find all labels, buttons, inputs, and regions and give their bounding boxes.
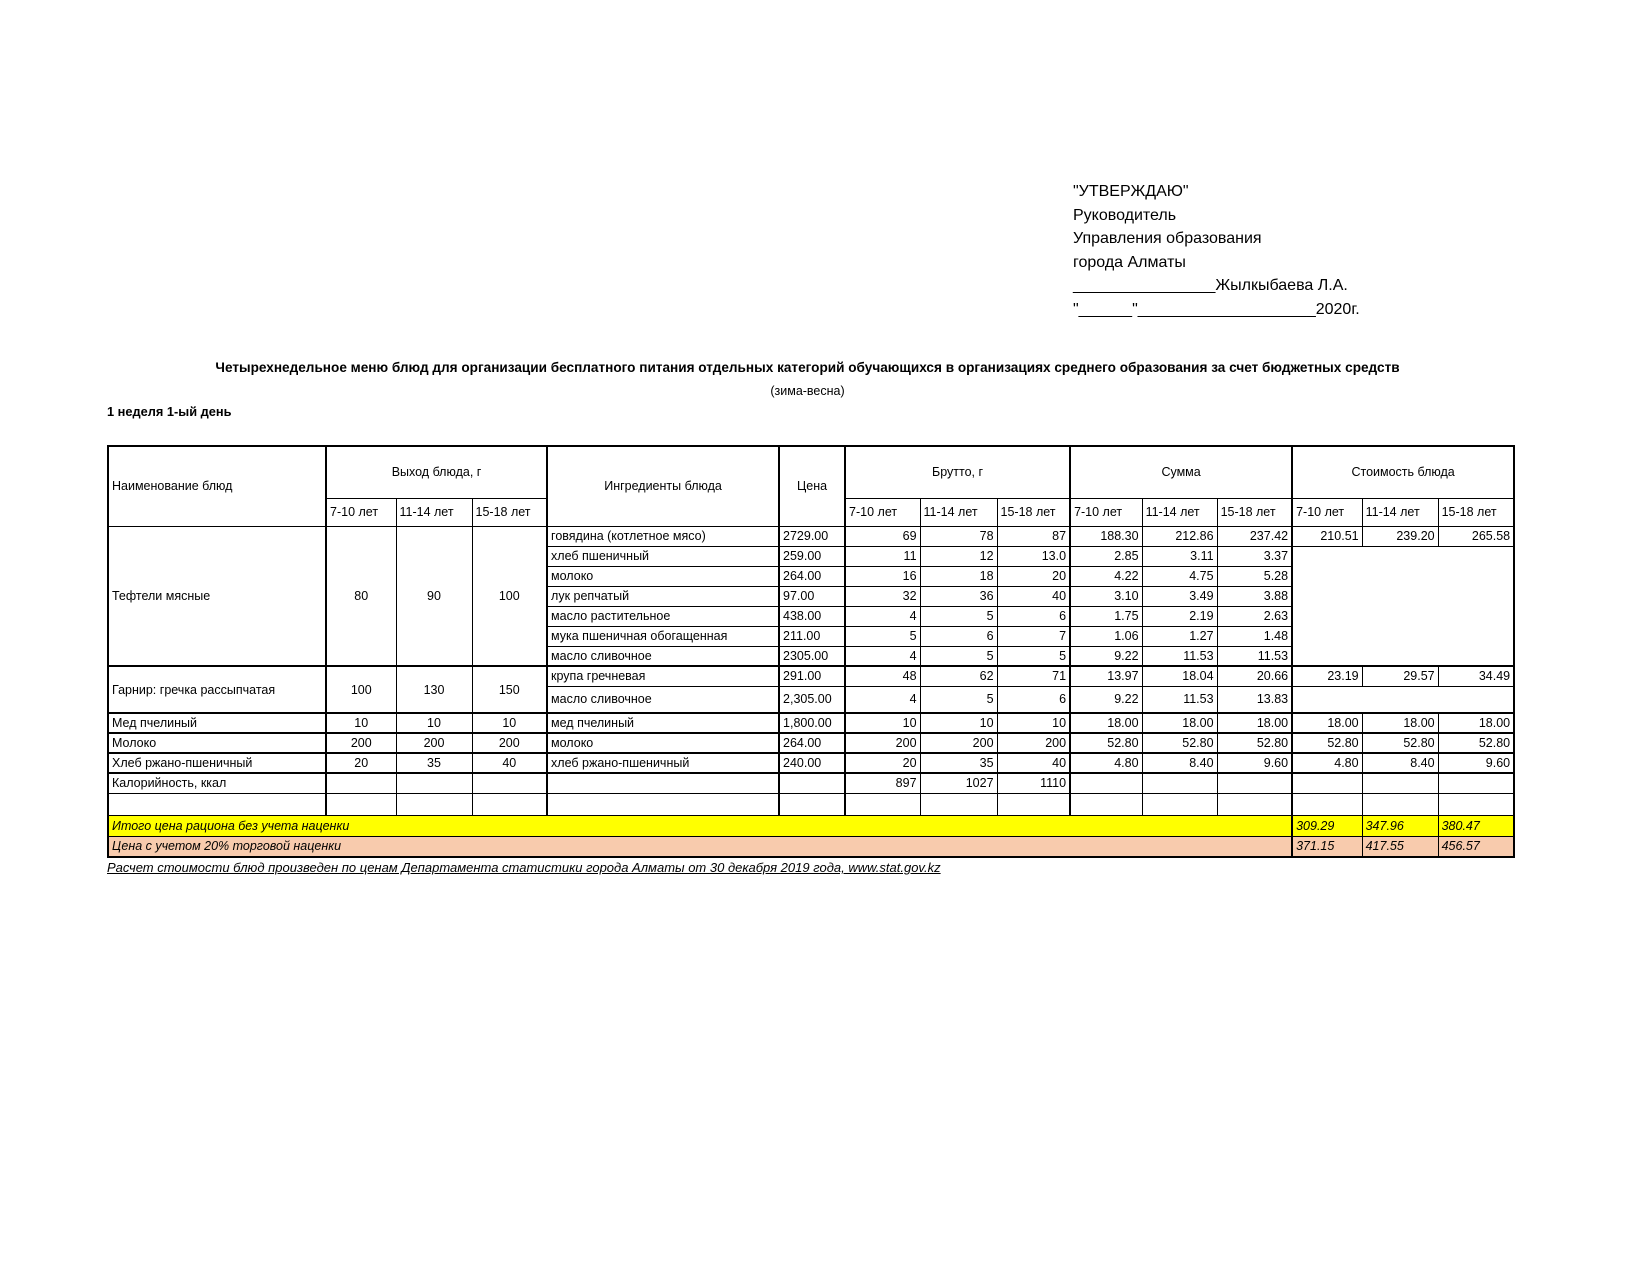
output-cell: 150 bbox=[472, 666, 547, 713]
empty-cell bbox=[1292, 773, 1362, 793]
sum-cell: 18.04 bbox=[1142, 666, 1217, 686]
sum-cell: 1.75 bbox=[1070, 606, 1142, 626]
col-header-brutto: Брутто, г bbox=[845, 446, 1070, 498]
approval-line: Управления образования bbox=[1073, 230, 1262, 247]
approval-line: "УТВЕРЖДАЮ" bbox=[1073, 183, 1189, 200]
brutto-cell: 6 bbox=[997, 686, 1070, 713]
sum-cell: 11.53 bbox=[1217, 646, 1292, 666]
signature-line: ________________Жылкыбаева Л.А. bbox=[1073, 277, 1348, 294]
cost-cell: 52.80 bbox=[1292, 733, 1362, 753]
col-header-name: Наименование блюд bbox=[108, 446, 326, 526]
sum-cell: 2.85 bbox=[1070, 546, 1142, 566]
dish-name-cell: Гарнир: гречка рассыпчатая bbox=[108, 666, 326, 713]
age-header: 15-18 лет bbox=[997, 498, 1070, 526]
brutto-cell: 13.0 bbox=[997, 546, 1070, 566]
ingredient-cell: мука пшеничная обогащенная bbox=[547, 626, 779, 646]
col-header-sum: Сумма bbox=[1070, 446, 1292, 498]
col-header-output: Выход блюда, г bbox=[326, 446, 547, 498]
cost-cell: 52.80 bbox=[1362, 733, 1438, 753]
empty-cell bbox=[1217, 793, 1292, 815]
ingredient-cell: говядина (котлетное мясо) bbox=[547, 526, 779, 546]
brutto-cell: 48 bbox=[845, 666, 920, 686]
cost-cell: 23.19 bbox=[1292, 666, 1362, 686]
ingredient-cell: молоко bbox=[547, 566, 779, 586]
markup-value-cell: 371.15 bbox=[1292, 836, 1362, 857]
age-header: 11-14 лет bbox=[1142, 498, 1217, 526]
brutto-cell: 87 bbox=[997, 526, 1070, 546]
output-cell: 200 bbox=[472, 733, 547, 753]
total-value-cell: 380.47 bbox=[1438, 815, 1514, 836]
cost-cell: 210.51 bbox=[1292, 526, 1362, 546]
cost-cell: 18.00 bbox=[1438, 713, 1514, 733]
cost-cell: 239.20 bbox=[1362, 526, 1438, 546]
brutto-cell: 5 bbox=[997, 646, 1070, 666]
cost-cell: 9.60 bbox=[1438, 753, 1514, 773]
empty-cell bbox=[779, 793, 845, 815]
ingredient-cell: крупа гречневая bbox=[547, 666, 779, 686]
sum-cell: 13.83 bbox=[1217, 686, 1292, 713]
dish-name-cell: Мед пчелиный bbox=[108, 713, 326, 733]
sum-cell: 3.49 bbox=[1142, 586, 1217, 606]
week-day-label: 1 неделя 1-ый день bbox=[107, 404, 232, 419]
markup-label-cell: Цена с учетом 20% торговой наценки bbox=[108, 836, 1292, 857]
total-value-cell: 347.96 bbox=[1362, 815, 1438, 836]
empty-cell bbox=[997, 793, 1070, 815]
kcal-value-cell: 897 bbox=[845, 773, 920, 793]
price-cell: 97.00 bbox=[779, 586, 845, 606]
cost-cell: 18.00 bbox=[1292, 713, 1362, 733]
markup-value-cell: 456.57 bbox=[1438, 836, 1514, 857]
empty-cell bbox=[845, 793, 920, 815]
ingredient-cell: масло растительное bbox=[547, 606, 779, 626]
price-cell: 2,305.00 bbox=[779, 686, 845, 713]
empty-cell bbox=[920, 793, 997, 815]
sum-cell: 3.37 bbox=[1217, 546, 1292, 566]
output-cell: 100 bbox=[472, 526, 547, 666]
brutto-cell: 200 bbox=[845, 733, 920, 753]
price-cell: 2305.00 bbox=[779, 646, 845, 666]
brutto-cell: 6 bbox=[997, 606, 1070, 626]
sum-cell: 20.66 bbox=[1217, 666, 1292, 686]
price-cell: 438.00 bbox=[779, 606, 845, 626]
sum-cell: 11.53 bbox=[1142, 646, 1217, 666]
sum-cell: 2.19 bbox=[1142, 606, 1217, 626]
brutto-cell: 32 bbox=[845, 586, 920, 606]
empty-cell bbox=[472, 773, 547, 793]
brutto-cell: 200 bbox=[997, 733, 1070, 753]
output-cell: 10 bbox=[326, 713, 396, 733]
page-title: Четырехнедельное меню блюд для организации бесплатного питания отдельных категорий обучающихся в организациях среднего образования за счет бюджетных средств bbox=[215, 360, 1400, 375]
price-cell: 264.00 bbox=[779, 566, 845, 586]
sum-cell: 9.22 bbox=[1070, 646, 1142, 666]
sum-cell: 1.06 bbox=[1070, 626, 1142, 646]
empty-cell bbox=[1362, 793, 1438, 815]
price-cell: 211.00 bbox=[779, 626, 845, 646]
output-cell: 130 bbox=[396, 666, 472, 713]
empty-cell bbox=[1292, 793, 1362, 815]
kcal-value-cell: 1110 bbox=[997, 773, 1070, 793]
dish-name-cell: Хлеб ржано-пшеничный bbox=[108, 753, 326, 773]
empty-cell bbox=[1362, 773, 1438, 793]
sum-cell: 13.97 bbox=[1070, 666, 1142, 686]
sum-cell: 2.63 bbox=[1217, 606, 1292, 626]
brutto-cell: 7 bbox=[997, 626, 1070, 646]
price-cell: 291.00 bbox=[779, 666, 845, 686]
brutto-cell: 11 bbox=[845, 546, 920, 566]
cost-cell: 29.57 bbox=[1362, 666, 1438, 686]
brutto-cell: 5 bbox=[920, 686, 997, 713]
approval-block bbox=[1073, 180, 1360, 321]
kcal-value-cell: 1027 bbox=[920, 773, 997, 793]
empty-cell bbox=[1142, 793, 1217, 815]
output-cell: 90 bbox=[396, 526, 472, 666]
total-label-cell: Итого цена рациона без учета наценки bbox=[108, 815, 1292, 836]
price-cell: 2729.00 bbox=[779, 526, 845, 546]
output-cell: 10 bbox=[472, 713, 547, 733]
brutto-cell: 62 bbox=[920, 666, 997, 686]
sum-cell: 52.80 bbox=[1142, 733, 1217, 753]
brutto-cell: 16 bbox=[845, 566, 920, 586]
sum-cell: 18.00 bbox=[1070, 713, 1142, 733]
output-cell: 200 bbox=[396, 733, 472, 753]
empty-cell bbox=[472, 793, 547, 815]
dish-name-cell: Тефтели мясные bbox=[108, 526, 326, 666]
ingredient-cell: мед пчелиный bbox=[547, 713, 779, 733]
output-cell: 80 bbox=[326, 526, 396, 666]
brutto-cell: 5 bbox=[920, 646, 997, 666]
empty-cell bbox=[1142, 773, 1217, 793]
output-cell: 20 bbox=[326, 753, 396, 773]
brutto-cell: 40 bbox=[997, 753, 1070, 773]
cost-cell: 8.40 bbox=[1362, 753, 1438, 773]
dish-name-cell: Молоко bbox=[108, 733, 326, 753]
cost-cell: 265.58 bbox=[1438, 526, 1514, 546]
brutto-cell: 12 bbox=[920, 546, 997, 566]
sum-cell: 1.48 bbox=[1217, 626, 1292, 646]
brutto-cell: 35 bbox=[920, 753, 997, 773]
price-cell: 259.00 bbox=[779, 546, 845, 566]
empty-cell bbox=[396, 773, 472, 793]
empty-cost-area bbox=[1292, 686, 1514, 713]
age-header: 15-18 лет bbox=[1438, 498, 1514, 526]
age-header: 7-10 лет bbox=[845, 498, 920, 526]
source-footnote: Расчет стоимости блюд произведен по ценам Департамента статистики города Алматы от 30 декабря 2019 года, www.stat.gov.kz bbox=[107, 860, 941, 875]
output-cell: 100 bbox=[326, 666, 396, 713]
sum-cell: 52.80 bbox=[1217, 733, 1292, 753]
empty-cell bbox=[1217, 773, 1292, 793]
brutto-cell: 40 bbox=[997, 586, 1070, 606]
sum-cell: 3.11 bbox=[1142, 546, 1217, 566]
age-header: 15-18 лет bbox=[1217, 498, 1292, 526]
col-header-cost: Стоимость блюда bbox=[1292, 446, 1514, 498]
age-header: 11-14 лет bbox=[396, 498, 472, 526]
sum-cell: 5.28 bbox=[1217, 566, 1292, 586]
age-header: 7-10 лет bbox=[326, 498, 396, 526]
markup-value-cell: 417.55 bbox=[1362, 836, 1438, 857]
sum-cell: 18.00 bbox=[1142, 713, 1217, 733]
sum-cell: 188.30 bbox=[1070, 526, 1142, 546]
price-cell: 1,800.00 bbox=[779, 713, 845, 733]
empty-cell bbox=[396, 793, 472, 815]
total-value-cell: 309.29 bbox=[1292, 815, 1362, 836]
brutto-cell: 4 bbox=[845, 646, 920, 666]
output-cell: 40 bbox=[472, 753, 547, 773]
ingredient-cell: хлеб пшеничный bbox=[547, 546, 779, 566]
ingredient-cell: молоко bbox=[547, 733, 779, 753]
empty-cell bbox=[1070, 793, 1142, 815]
brutto-cell: 4 bbox=[845, 606, 920, 626]
brutto-cell: 10 bbox=[997, 713, 1070, 733]
kcal-label-cell: Калорийность, ккал bbox=[108, 773, 326, 793]
brutto-cell: 5 bbox=[920, 606, 997, 626]
price-cell: 240.00 bbox=[779, 753, 845, 773]
output-cell: 200 bbox=[326, 733, 396, 753]
sum-cell: 3.88 bbox=[1217, 586, 1292, 606]
sum-cell: 9.60 bbox=[1217, 753, 1292, 773]
ingredient-cell: масло сливочное bbox=[547, 686, 779, 713]
age-header: 7-10 лет bbox=[1070, 498, 1142, 526]
empty-cell bbox=[547, 793, 779, 815]
brutto-cell: 4 bbox=[845, 686, 920, 713]
sum-cell: 212.86 bbox=[1142, 526, 1217, 546]
ingredient-cell: хлеб ржано-пшеничный bbox=[547, 753, 779, 773]
sum-cell: 4.22 bbox=[1070, 566, 1142, 586]
approval-line: Руководитель bbox=[1073, 206, 1177, 224]
age-header: 7-10 лет bbox=[1292, 498, 1362, 526]
empty-cell bbox=[326, 793, 396, 815]
sum-cell: 52.80 bbox=[1070, 733, 1142, 753]
brutto-cell: 71 bbox=[997, 666, 1070, 686]
col-header-price: Цена bbox=[779, 446, 845, 526]
empty-cell bbox=[547, 773, 779, 793]
empty-cell bbox=[779, 773, 845, 793]
col-header-ingredients: Ингредиенты блюда bbox=[547, 446, 779, 526]
ingredient-cell: масло сливочное bbox=[547, 646, 779, 666]
empty-cell bbox=[1070, 773, 1142, 793]
brutto-cell: 5 bbox=[845, 626, 920, 646]
brutto-cell: 10 bbox=[845, 713, 920, 733]
brutto-cell: 20 bbox=[845, 753, 920, 773]
menu-table bbox=[107, 445, 1515, 858]
sum-cell: 1.27 bbox=[1142, 626, 1217, 646]
ingredient-cell: лук репчатый bbox=[547, 586, 779, 606]
age-header: 15-18 лет bbox=[472, 498, 547, 526]
sum-cell: 9.22 bbox=[1070, 686, 1142, 713]
sum-cell: 18.00 bbox=[1217, 713, 1292, 733]
approval-line: города Алматы bbox=[1073, 253, 1186, 271]
brutto-cell: 18 bbox=[920, 566, 997, 586]
cost-cell: 52.80 bbox=[1438, 733, 1514, 753]
empty-cost-area bbox=[1292, 546, 1514, 666]
brutto-cell: 6 bbox=[920, 626, 997, 646]
age-header: 11-14 лет bbox=[1362, 498, 1438, 526]
cost-cell: 4.80 bbox=[1292, 753, 1362, 773]
brutto-cell: 10 bbox=[920, 713, 997, 733]
output-cell: 10 bbox=[396, 713, 472, 733]
sum-cell: 4.75 bbox=[1142, 566, 1217, 586]
empty-cell bbox=[108, 793, 326, 815]
sum-cell: 4.80 bbox=[1070, 753, 1142, 773]
brutto-cell: 200 bbox=[920, 733, 997, 753]
empty-cell bbox=[1438, 773, 1514, 793]
brutto-cell: 78 bbox=[920, 526, 997, 546]
cost-cell: 34.49 bbox=[1438, 666, 1514, 686]
season-subtitle: (зима-весна) bbox=[770, 384, 845, 398]
price-cell: 264.00 bbox=[779, 733, 845, 753]
sum-cell: 3.10 bbox=[1070, 586, 1142, 606]
cost-cell: 18.00 bbox=[1362, 713, 1438, 733]
age-header: 11-14 лет bbox=[920, 498, 997, 526]
empty-cell bbox=[1438, 793, 1514, 815]
date-line: "______"____________________2020г. bbox=[1073, 300, 1360, 318]
empty-cell bbox=[326, 773, 396, 793]
brutto-cell: 20 bbox=[997, 566, 1070, 586]
sum-cell: 8.40 bbox=[1142, 753, 1217, 773]
sum-cell: 11.53 bbox=[1142, 686, 1217, 713]
sum-cell: 237.42 bbox=[1217, 526, 1292, 546]
output-cell: 35 bbox=[396, 753, 472, 773]
brutto-cell: 36 bbox=[920, 586, 997, 606]
brutto-cell: 69 bbox=[845, 526, 920, 546]
